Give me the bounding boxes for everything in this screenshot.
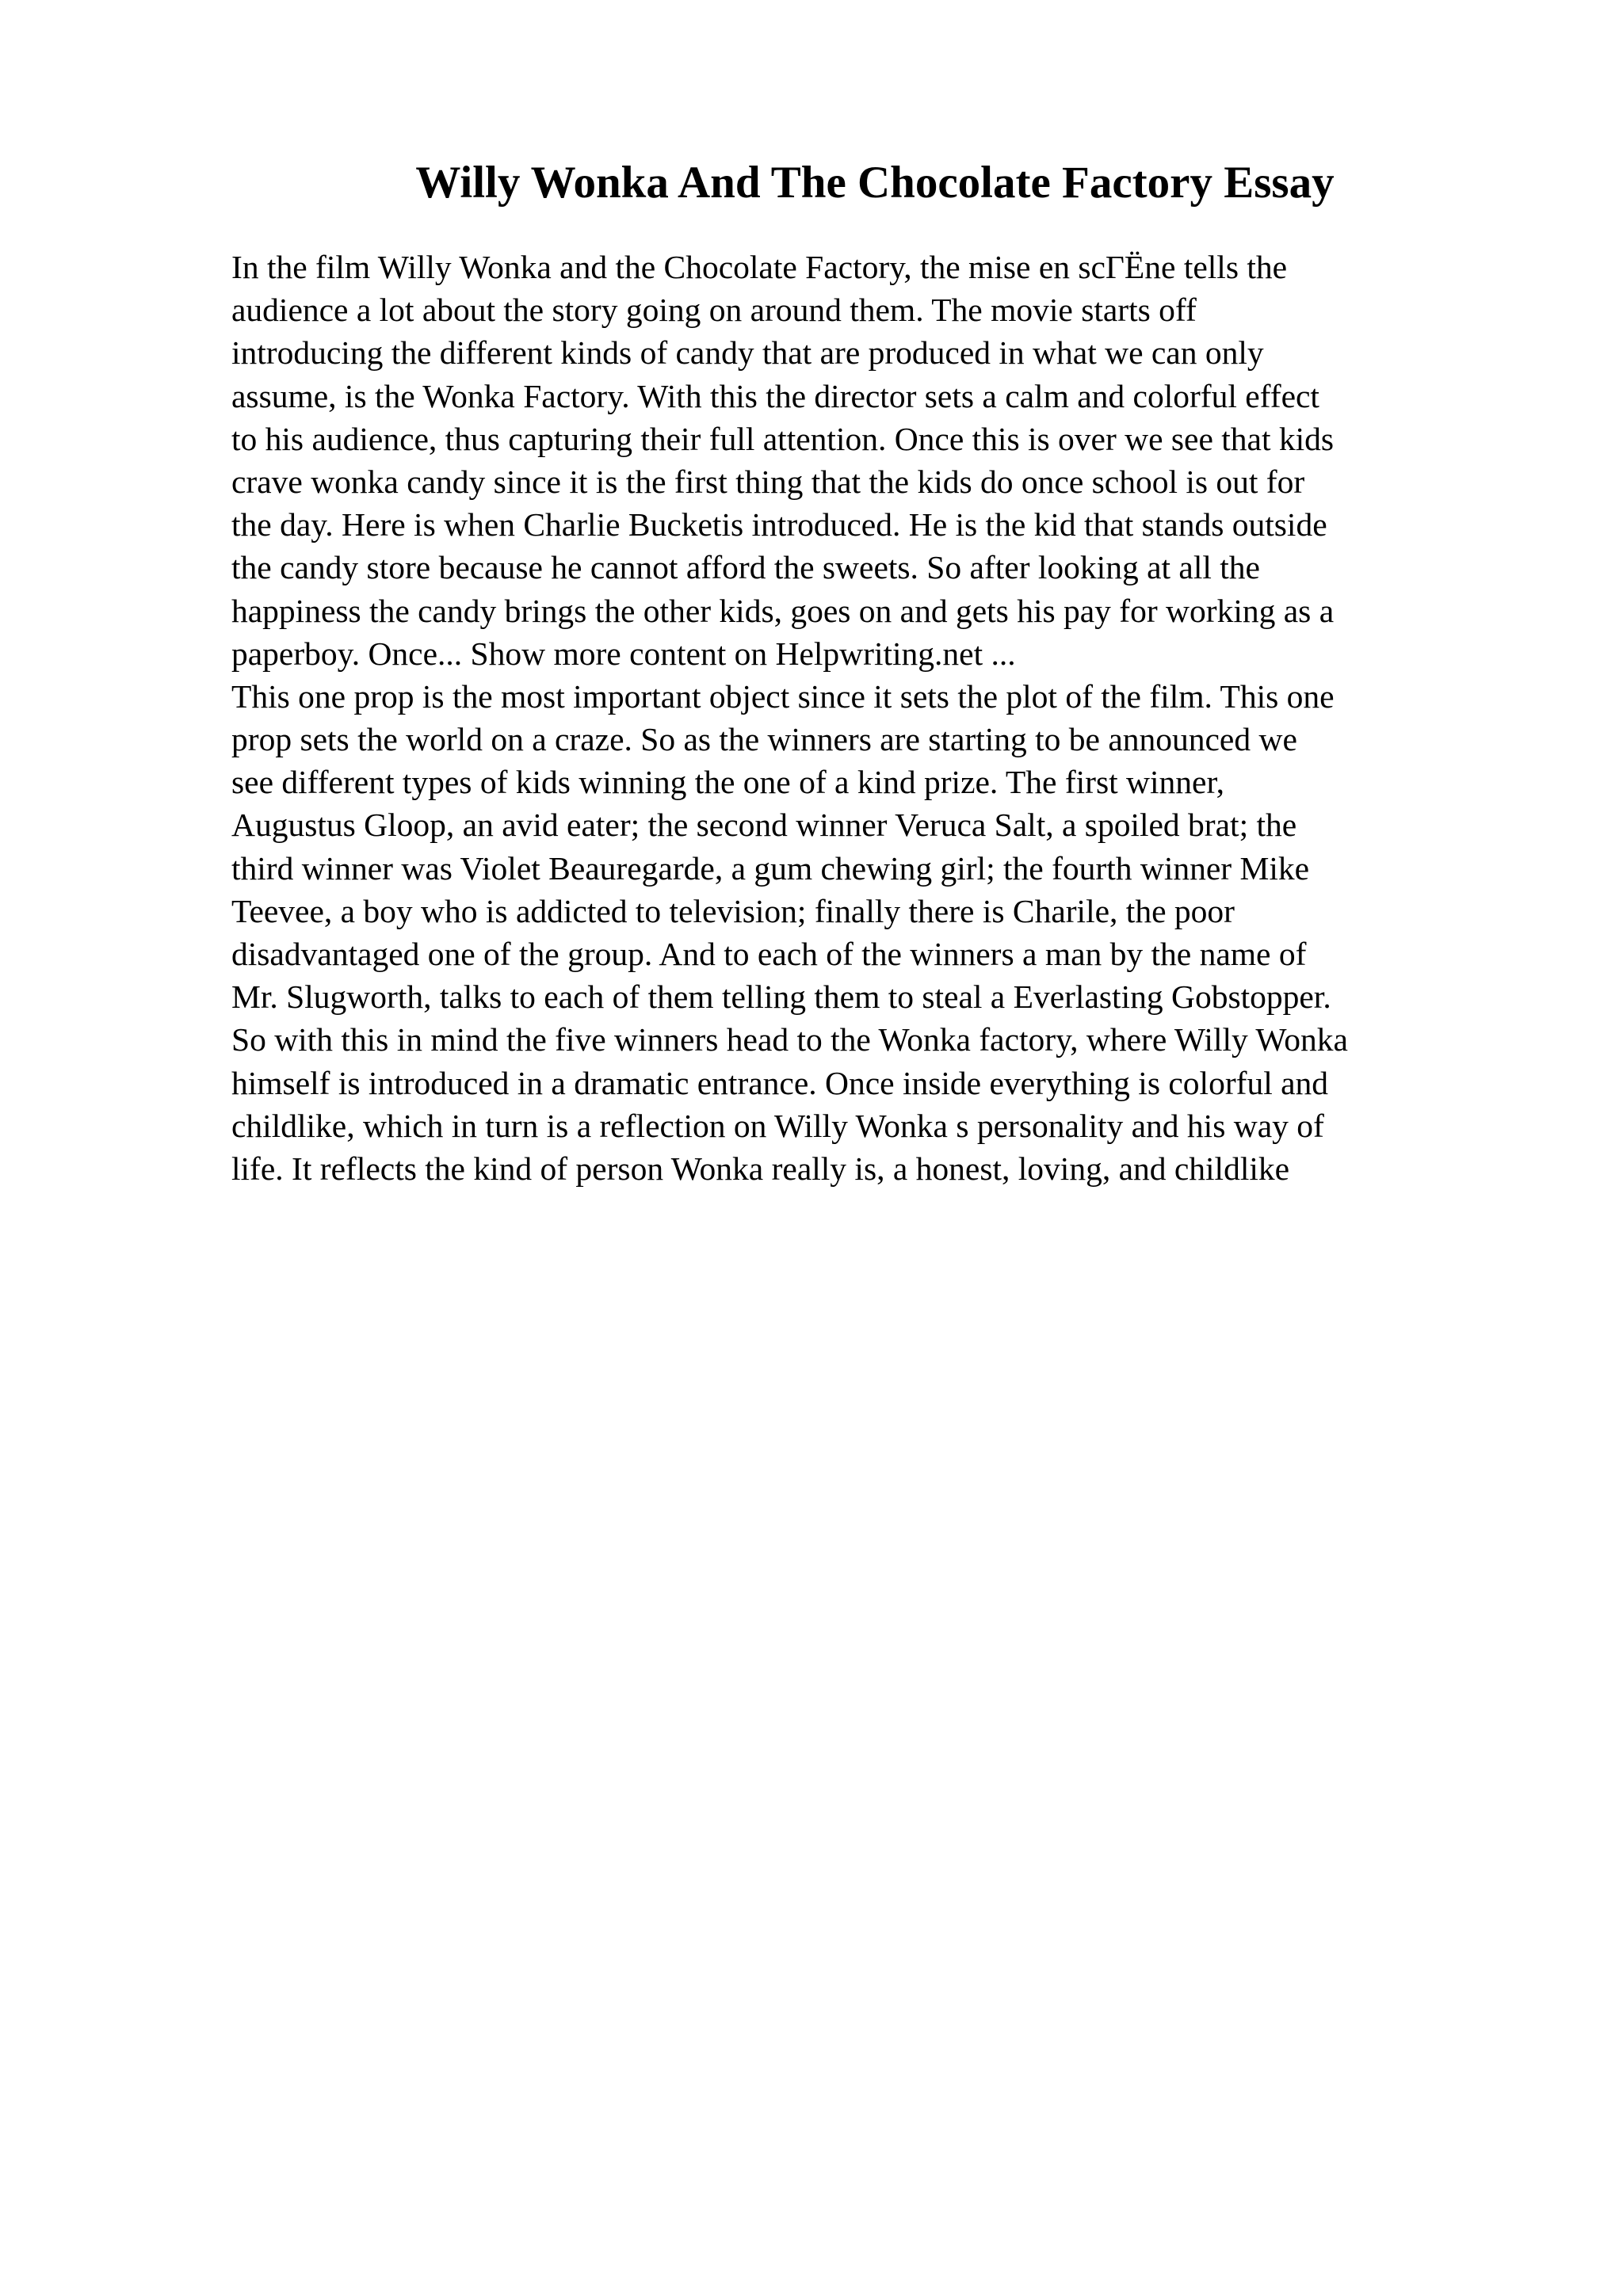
text-line: disadvantaged one of the group. And to each of the winners a man by the name of: [231, 936, 1307, 972]
text-line: crave wonka candy since it is the first thing that the kids do once school is out for: [231, 463, 1305, 500]
text-line: the candy store because he cannot afford the sweets. So after looking at all the: [231, 549, 1260, 586]
document-title: Willy Wonka And The Chocolate Factory Essay: [415, 158, 1335, 208]
document-body: [231, 246, 1531, 1190]
text-line: life. It reflects the kind of person Wonka really is, a honest, loving, and childlike: [231, 1150, 1290, 1187]
text-line: Augustus Gloop, an avid eater; the second winner Veruca Salt, a spoiled brat; the: [231, 807, 1297, 844]
text-line: paperboy. Once... Show more content on Helpwriting.net ...: [231, 635, 1016, 672]
text-line: prop sets the world on a craze. So as the winners are starting to be announced we: [231, 721, 1297, 758]
text-line: happiness the candy brings the other kids, goes on and gets his pay for working as a: [231, 592, 1335, 629]
text-line: introducing the different kinds of candy that are produced in what we can only: [231, 334, 1264, 372]
text-line: audience a lot about the story going on around them. The movie starts off: [231, 292, 1197, 329]
text-line: assume, is the Wonka Factory. With this the director sets a calm and colorful effect: [231, 377, 1319, 414]
text-line: childlike, which in turn is a reflection on Willy Wonka s personality and his way of: [231, 1107, 1324, 1144]
text-line: see different types of kids winning the one of a kind prize. The first winner,: [231, 764, 1225, 801]
text-line: This one prop is the most important object since it sets the plot of the film. This one: [231, 677, 1335, 715]
text-line: to his audience, thus capturing their full attention. Once this is over we see that kids: [231, 420, 1335, 457]
text-line: third winner was Violet Beauregarde, a gum chewing girl; the fourth winner Mike: [231, 849, 1310, 887]
text-line: So with this in mind the five winners head to the Wonka factory, where Willy Wonka: [231, 1021, 1348, 1058]
text-line: himself is introduced in a dramatic entrance. Once inside everything is colorful and: [231, 1064, 1329, 1101]
text-line: Teevee, a boy who is addicted to television; finally there is Charile, the poor: [231, 892, 1235, 929]
text-line: Mr. Slugworth, talks to each of them telling them to steal a Everlasting Gobstopper.: [231, 978, 1331, 1016]
text-line: In the film Willy Wonka and the Chocolate Factory, the mise en scΓËne tells the: [231, 249, 1288, 285]
text-line: the day. Here is when Charlie Bucketis introduced. He is the kid that stands outside: [231, 506, 1327, 543]
